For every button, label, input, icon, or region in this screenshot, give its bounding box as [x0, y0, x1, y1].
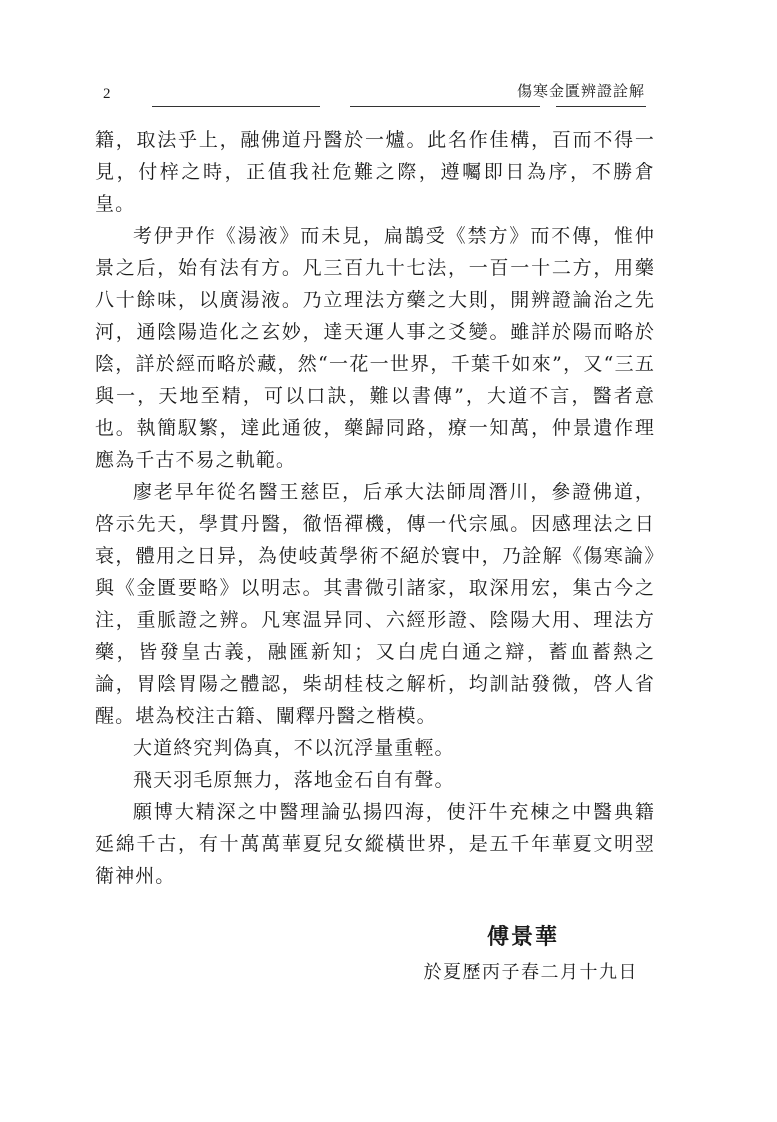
verse-line-1: 大道終究判偽真，不以沉浮量重輕。: [133, 737, 455, 759]
header-rule-left: [152, 106, 320, 107]
running-title: 傷寒金匱辨證詮解: [516, 82, 645, 100]
signature-date: 於夏歷丙子春二月十九日: [423, 962, 638, 983]
paragraph-2: 考伊尹作《湯液》而未見，扁鵲受《禁方》而不傳，惟仲景之后，始有法有方。凡三百九十七法，一百一十二方，用藥八十餘味，以廣湯液。乃立理法方藥之大則，開辨證論治之先河，通陰陽造化之玄妙，達天運人事之爻變。雖詳於陽而略於陰，詳於經而略於藏，然“一花一世界，千葉千如來”，又“三五與一，天地至精，可以口訣，難以書傳”，大道不言，醫者意也。執簡馭繁，達此通彼，藥歸同路，療一知萬，仲景遺作理應為千古不易之軌範。: [95, 225, 655, 471]
page-number: 2: [103, 86, 111, 102]
preface-body: [95, 124, 655, 892]
paragraph-3: 廖老早年從名醫王慈臣，后承大法師周潛川，參證佛道，啓示先天，學貫丹醫，徹悟禪機，傳一代宗風。因感理法之日衰，體用之日异，為使岐黃學術不絕於寰中，乃詮解《傷寒論》與《金匱要略》以明志。其書微引諸家，取深用宏，集古今之注，重脈證之辨。凡寒温异同、六經形證、陰陽大用、理法方藥，皆發皇古義，融匯新知；又白虎白通之辯，蓄血蓄熱之論，胃陰胃陽之體認，柴胡桂枝之解析，均訓詁發微，啓人省醒。堪為校注古籍、闡釋丹醫之楷模。: [95, 481, 655, 727]
paragraph-4: 願博大精深之中醫理論弘揚四海，使汗牛充棟之中醫典籍延綿千古，有十萬萬華夏兒女縱橫世界，是五千年華夏文明翌衛神州。: [95, 801, 655, 887]
header-rule-right: [556, 106, 646, 107]
header-rule-middle: [350, 106, 540, 107]
paragraph-1: 籍，取法乎上，融佛道丹醫於一爐。此名作佳構，百而不得一見，付梓之時，正值我社危難之際，遵囑即日為序，不勝倉皇。: [95, 129, 655, 215]
author-signature: 傅景華: [486, 924, 559, 950]
verse-line-2: 飛天羽毛原無力，落地金石自有聲。: [133, 769, 455, 791]
